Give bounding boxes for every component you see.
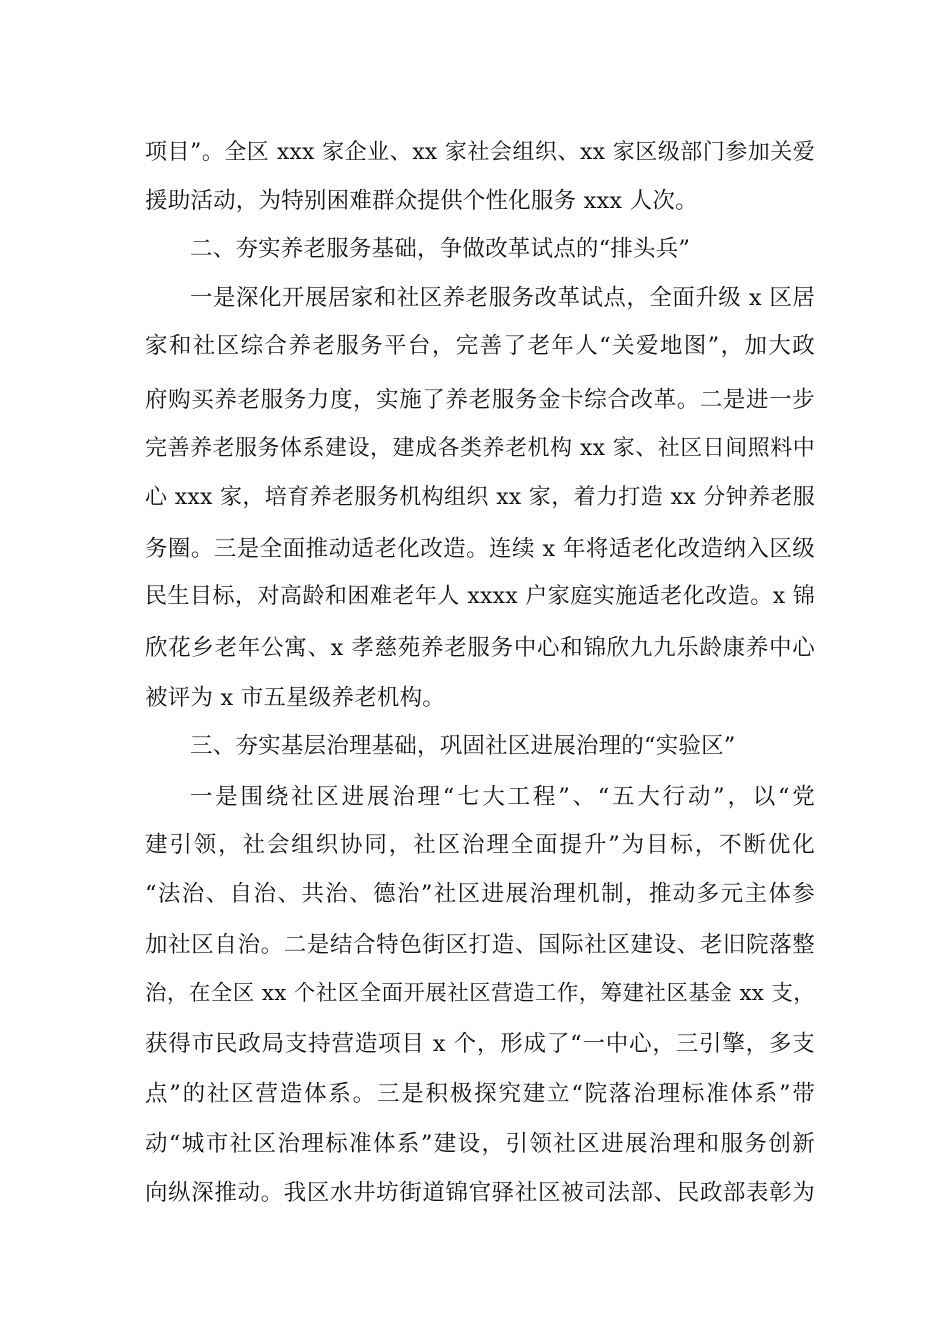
section-heading: 二、夯实养老服务基础，争做改革试点的“排头兵” [190,236,691,262]
text-line: 项目”。全区 xxx 家企业、xx 家社会组织、xx 家区级部门参加关爱 [145,140,815,165]
text-line: 获得市民政局支持营造项目 x 个，形成了“一中心，三引擎，多支 [145,1031,815,1057]
section-heading: 三、夯实基层治理基础，巩固社区进展治理的“实验区” [190,733,736,759]
text-line: 民生目标，对高龄和困难老年人 xxxx 户家庭实施适老化改造。x 锦 [145,584,815,609]
text-line: 心 xxx 家，培育养老服务机构组织 xx 家，着力打造 xx 分钟养老服 [145,485,815,510]
text-line: 一是深化开展居家和社区养老服务改革试点，全面升级 x 区居 [190,285,815,311]
text-line: 欣花乡老年公寓、x 孝慈苑养老服务中心和锦欣九九乐龄康养中心 [145,635,815,661]
text-line: “法治、自治、共治、德治”社区进展治理机制，推动多元主体参 [145,881,815,907]
text-line: 建引领，社会组织协同，社区治理全面提升”为目标，不断优化 [145,832,815,858]
text-line: 援助活动，为特别困难群众提供个性化服务 xxx 人次。 [145,188,698,214]
text-line: 一是围绕社区进展治理“七大工程”、“五大行动”，以“党 [190,784,815,810]
text-line: 治，在全区 xx 个社区全面开展社区营造工作，筹建社区基金 xx 支， [145,981,815,1006]
text-line: 被评为 x 市五星级养老机构。 [145,685,445,711]
text-line: 加社区自治。二是结合特色街区打造、国际社区建设、老旧院落整 [145,932,815,958]
text-line: 向纵深推动。我区水井坊街道锦官驿社区被司法部、民政部表彰为 [145,1180,815,1206]
text-line: 家和社区综合养老服务平台，完善了老年人“关爱地图”，加大政 [145,333,815,359]
text-line: 务圈。三是全面推动适老化改造。连续 x 年将适老化改造纳入区级 [145,536,815,562]
text-line: 动“城市社区治理标准体系”建设，引领社区进展治理和服务创新 [145,1131,815,1157]
text-line: 完善养老服务体系建设，建成各类养老机构 xx 家、社区日间照料中 [145,436,815,461]
text-line: 点”的社区营造体系。三是积极探究建立“院落治理标准体系”带 [145,1081,815,1107]
text-line: 府购买养老服务力度，实施了养老服务金卡综合改革。二是进一步 [145,387,815,413]
